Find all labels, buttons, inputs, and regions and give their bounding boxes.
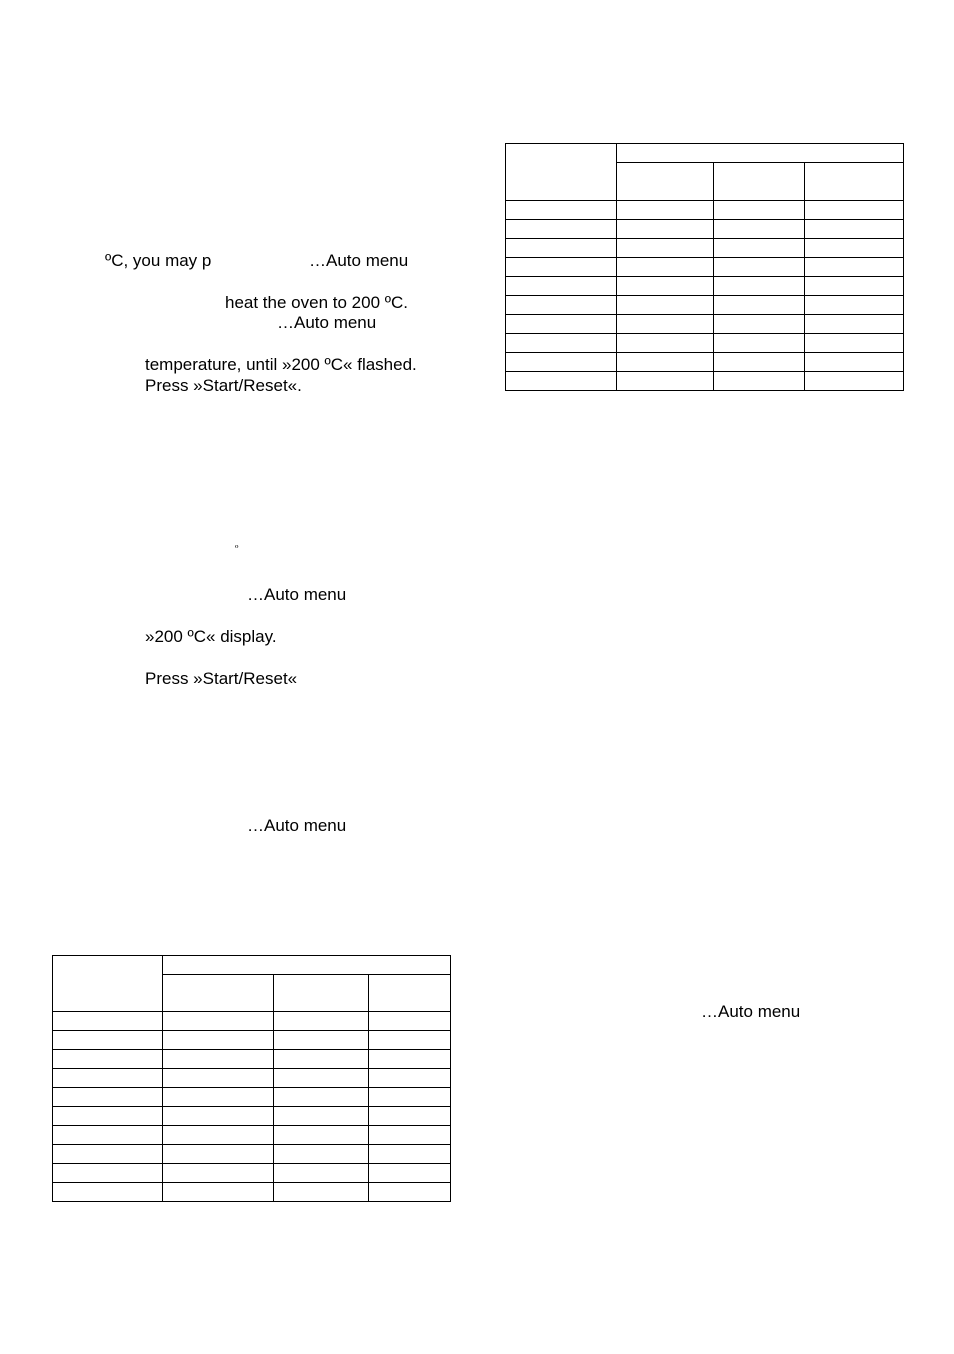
table-cell (617, 277, 714, 296)
table-cell (274, 1088, 369, 1107)
text-auto-menu-3: …Auto menu (247, 585, 347, 604)
table-cell (506, 277, 617, 296)
table-cell (163, 1126, 274, 1145)
table-cell (617, 239, 714, 258)
table-cell (714, 239, 805, 258)
table-cell (805, 201, 904, 220)
table-row (53, 1183, 451, 1202)
table-cell (714, 296, 805, 315)
table-cell (617, 372, 714, 391)
table-row (53, 1164, 451, 1183)
table-row (53, 1088, 451, 1107)
table-header-cell (163, 956, 451, 975)
table-row (53, 1126, 451, 1145)
table-cell (714, 334, 805, 353)
table-cell (163, 1088, 274, 1107)
table-header-cell (617, 144, 904, 163)
table-cell (369, 1183, 451, 1202)
text-line-1: ºC, you may p (105, 251, 212, 270)
table-cell (369, 1126, 451, 1145)
table-cell (274, 1012, 369, 1031)
text-auto-menu-2: …Auto menu (277, 313, 377, 332)
table-cell (714, 277, 805, 296)
table-cell (163, 1145, 274, 1164)
table-cell (163, 1050, 274, 1069)
text-auto-menu-5: …Auto menu (701, 1002, 801, 1021)
table-cell (53, 1183, 163, 1202)
table-cell (53, 1069, 163, 1088)
table-row (53, 1012, 451, 1031)
table-row (53, 1145, 451, 1164)
table-header-cell (805, 163, 904, 201)
table-cell (274, 1126, 369, 1145)
table-row (506, 315, 904, 334)
table-cell (805, 353, 904, 372)
table-cell (805, 277, 904, 296)
table-cell (714, 201, 805, 220)
table-cell (369, 1012, 451, 1031)
table-cell (163, 1031, 274, 1050)
table-row (506, 372, 904, 391)
table-cell (274, 1164, 369, 1183)
table-cell (163, 1012, 274, 1031)
table-cell (274, 1107, 369, 1126)
table-cell (805, 239, 904, 258)
table-cell (805, 372, 904, 391)
table-cell (506, 372, 617, 391)
table-bottom-left (52, 955, 451, 1202)
text-line-3: temperature, until »200 ºC« flashed. (145, 355, 417, 374)
table-cell (506, 353, 617, 372)
table-cell (274, 1145, 369, 1164)
table-cell (369, 1164, 451, 1183)
text-line-5: »200 ºC« display. (145, 627, 277, 646)
table-cell (506, 201, 617, 220)
table-row (53, 1069, 451, 1088)
table-row (506, 296, 904, 315)
table-cell (506, 220, 617, 239)
table-cell (714, 220, 805, 239)
table-header-cell (53, 956, 163, 1012)
table-cell (369, 1050, 451, 1069)
table-cell (805, 315, 904, 334)
degree-mark: º (235, 543, 239, 555)
table-row (53, 1031, 451, 1050)
table-cell (369, 1088, 451, 1107)
table-cell (617, 315, 714, 334)
table-row (53, 1050, 451, 1069)
table-row (506, 201, 904, 220)
table-header-cell (274, 975, 369, 1012)
table-row (506, 277, 904, 296)
table-header-row (506, 144, 904, 163)
table-cell (617, 258, 714, 277)
table-header-cell (369, 975, 451, 1012)
table-cell (163, 1107, 274, 1126)
text-line-4: Press »Start/Reset«. (145, 376, 302, 395)
table-cell (163, 1183, 274, 1202)
table-cell (506, 239, 617, 258)
table-cell (617, 353, 714, 372)
table-header-cell (506, 144, 617, 201)
table-cell (506, 315, 617, 334)
table-cell (617, 220, 714, 239)
table-cell (53, 1088, 163, 1107)
table-cell (714, 258, 805, 277)
table-cell (714, 315, 805, 334)
table-row (506, 239, 904, 258)
table-cell (53, 1126, 163, 1145)
table-cell (274, 1183, 369, 1202)
table-row (506, 353, 904, 372)
table-header-cell (617, 163, 714, 201)
table-cell (617, 296, 714, 315)
table-cell (163, 1069, 274, 1088)
table-cell (274, 1031, 369, 1050)
table-header-cell (714, 163, 805, 201)
table-cell (369, 1031, 451, 1050)
table-row (506, 334, 904, 353)
table-cell (714, 372, 805, 391)
table-cell (506, 258, 617, 277)
table-cell (506, 296, 617, 315)
text-line-6: Press »Start/Reset« (145, 669, 298, 688)
table-cell (163, 1164, 274, 1183)
table-cell (617, 201, 714, 220)
table-cell (506, 334, 617, 353)
table-header-row (53, 956, 451, 975)
table-row (506, 220, 904, 239)
table-cell (53, 1145, 163, 1164)
text-auto-menu-1: …Auto menu (309, 251, 409, 270)
text-auto-menu-4: …Auto menu (247, 816, 347, 835)
table-row (506, 258, 904, 277)
table-cell (805, 220, 904, 239)
table-cell (369, 1107, 451, 1126)
table-cell (714, 353, 805, 372)
table-cell (369, 1069, 451, 1088)
table-header-cell (163, 975, 274, 1012)
table-cell (53, 1164, 163, 1183)
table-cell (369, 1145, 451, 1164)
table-cell (53, 1012, 163, 1031)
table-cell (805, 296, 904, 315)
table-cell (53, 1050, 163, 1069)
table-cell (617, 334, 714, 353)
table-row (53, 1107, 451, 1126)
table-cell (805, 258, 904, 277)
table-top-right (505, 143, 904, 391)
table-cell (274, 1069, 369, 1088)
table-cell (805, 334, 904, 353)
table-cell (53, 1107, 163, 1126)
table-cell (53, 1031, 163, 1050)
table-cell (274, 1050, 369, 1069)
text-line-2: heat the oven to 200 ºC. (225, 293, 408, 312)
